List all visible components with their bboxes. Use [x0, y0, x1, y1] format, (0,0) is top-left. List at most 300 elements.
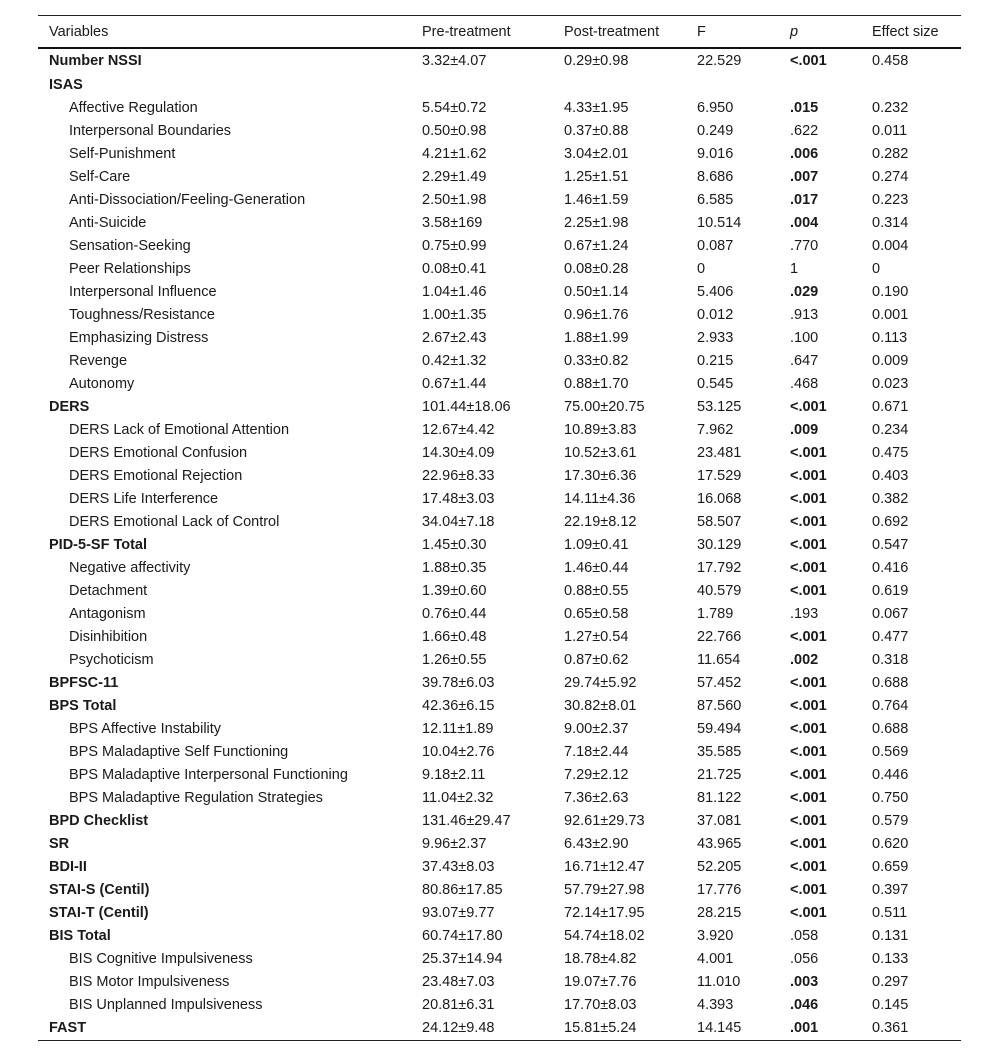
cell-pre-treatment: 0.50±0.98 — [422, 122, 487, 139]
cell-effect-size: 0.009 — [872, 352, 909, 369]
cell-p-value: .009 — [790, 421, 819, 438]
cell-f: 0.249 — [697, 122, 734, 139]
cell-effect-size: 0.190 — [872, 283, 909, 300]
table-row — [38, 694, 961, 717]
cell-f: 7.962 — [697, 421, 734, 438]
cell-effect-size: 0.475 — [872, 444, 909, 461]
table-row — [38, 326, 961, 349]
cell-p-value: .007 — [790, 168, 819, 185]
cell-f: 8.686 — [697, 168, 734, 185]
cell-variable: BIS Total — [49, 927, 111, 944]
cell-pre-treatment: 4.21±1.62 — [422, 145, 487, 162]
cell-f: 17.792 — [697, 559, 742, 576]
cell-post-treatment: 7.29±2.12 — [564, 766, 629, 783]
cell-pre-treatment: 14.30±4.09 — [422, 444, 495, 461]
cell-variable: ISAS — [49, 76, 83, 93]
cell-f: 1.789 — [697, 605, 734, 622]
cell-p-value: <.001 — [790, 697, 827, 714]
cell-post-treatment: 3.04±2.01 — [564, 145, 629, 162]
cell-f: 4.001 — [697, 950, 734, 967]
cell-variable: Detachment — [69, 582, 148, 599]
cell-post-treatment: 4.33±1.95 — [564, 99, 629, 116]
cell-effect-size: 0.547 — [872, 536, 909, 553]
cell-effect-size: 0.011 — [872, 122, 908, 139]
cell-f: 87.560 — [697, 697, 742, 714]
cell-post-treatment: 30.82±8.01 — [564, 697, 637, 714]
header-f: F — [697, 23, 706, 40]
cell-f: 10.514 — [697, 214, 742, 231]
cell-p-value: <.001 — [790, 628, 827, 645]
cell-variable: DERS Emotional Rejection — [69, 467, 243, 484]
cell-p-value: <.001 — [790, 789, 827, 806]
table-row — [38, 303, 961, 326]
cell-f: 59.494 — [697, 720, 742, 737]
table-body — [38, 48, 961, 1041]
cell-effect-size: 0.067 — [872, 605, 909, 622]
cell-effect-size: 0.569 — [872, 743, 909, 760]
cell-pre-treatment: 80.86±17.85 — [422, 881, 503, 898]
table-row — [38, 648, 961, 671]
table-row — [38, 395, 961, 418]
cell-p-value: <.001 — [790, 812, 827, 829]
table-row — [38, 73, 961, 96]
cell-effect-size — [861, 73, 961, 96]
cell-post-treatment: 6.43±2.90 — [564, 835, 629, 852]
cell-p-value: <.001 — [790, 720, 827, 737]
table-row — [38, 786, 961, 809]
cell-p-value: <.001 — [790, 513, 827, 530]
cell-post-treatment: 29.74±5.92 — [564, 674, 637, 691]
cell-variable: Antagonism — [69, 605, 146, 622]
cell-effect-size: 0.692 — [872, 513, 909, 530]
cell-f: 11.010 — [697, 973, 741, 990]
cell-pre-treatment: 0.08±0.41 — [422, 260, 487, 277]
cell-pre-treatment: 34.04±7.18 — [422, 513, 495, 530]
cell-pre-treatment: 22.96±8.33 — [422, 467, 495, 484]
cell-p-value: .046 — [790, 996, 819, 1013]
cell-p-value: <.001 — [790, 490, 827, 507]
cell-effect-size: 0.145 — [872, 996, 909, 1013]
table-row — [38, 579, 961, 602]
cell-variable: Disinhibition — [69, 628, 148, 645]
cell-pre-treatment: 1.45±0.30 — [422, 536, 487, 553]
cell-post-treatment: 72.14±17.95 — [564, 904, 645, 921]
cell-post-treatment: 0.96±1.76 — [564, 306, 629, 323]
cell-pre-treatment: 1.88±0.35 — [422, 559, 487, 576]
cell-effect-size: 0.318 — [872, 651, 909, 668]
table-row — [38, 211, 961, 234]
cell-p-value: .770 — [790, 237, 819, 254]
cell-variable: Self-Punishment — [69, 145, 176, 162]
cell-p-value: <.001 — [790, 766, 827, 783]
cell-pre-treatment: 3.32±4.07 — [422, 53, 487, 69]
cell-pre-treatment: 1.26±0.55 — [422, 651, 487, 668]
cell-f: 2.933 — [697, 329, 734, 346]
cell-effect-size: 0.361 — [872, 1020, 909, 1036]
cell-variable: Revenge — [69, 352, 128, 369]
cell-variable: BPS Maladaptive Regulation Strategies — [69, 789, 323, 806]
cell-p-value: .029 — [790, 283, 819, 300]
cell-f: 5.406 — [697, 283, 734, 300]
cell-variable: BIS Unplanned Impulsiveness — [69, 996, 263, 1013]
cell-effect-size: 0.223 — [872, 191, 909, 208]
table-row — [38, 763, 961, 786]
table-row — [38, 832, 961, 855]
cell-post-treatment: 0.37±0.88 — [564, 122, 629, 139]
cell-p-value: <.001 — [790, 674, 827, 691]
cell-pre-treatment: 1.39±0.60 — [422, 582, 487, 599]
cell-pre-treatment: 10.04±2.76 — [422, 743, 495, 760]
table-row — [38, 602, 961, 625]
cell-variable: Number NSSI — [49, 53, 142, 69]
cell-f: 30.129 — [697, 536, 742, 553]
cell-variable: BPD Checklist — [49, 812, 149, 829]
cell-pre-treatment: 1.04±1.46 — [422, 283, 487, 300]
cell-effect-size: 0.232 — [872, 99, 909, 116]
cell-effect-size: 0.477 — [872, 628, 909, 645]
cell-f: 37.081 — [697, 812, 742, 829]
cell-p-value: <.001 — [790, 858, 827, 875]
cell-post-treatment — [553, 73, 686, 96]
cell-post-treatment: 0.88±0.55 — [564, 582, 629, 599]
cell-p-value: <.001 — [790, 559, 827, 576]
cell-post-treatment: 10.89±3.83 — [564, 421, 637, 438]
cell-variable: BIS Cognitive Impulsiveness — [69, 950, 253, 967]
table-row — [38, 441, 961, 464]
cell-f: 17.776 — [697, 881, 742, 898]
cell-f: 0.215 — [697, 352, 734, 369]
cell-post-treatment: 54.74±18.02 — [564, 927, 645, 944]
cell-post-treatment: 0.67±1.24 — [564, 237, 629, 254]
cell-variable: DERS — [49, 398, 90, 415]
table-row — [38, 878, 961, 901]
cell-f: 52.205 — [697, 858, 742, 875]
cell-variable: Self-Care — [69, 168, 131, 185]
cell-f: 11.654 — [697, 651, 741, 668]
table-row — [38, 257, 961, 280]
table-row — [38, 717, 961, 740]
header-pre-treatment: Pre-treatment — [422, 23, 511, 40]
cell-f: 0.012 — [697, 306, 734, 323]
cell-effect-size: 0.764 — [872, 697, 909, 714]
cell-effect-size: 0.113 — [872, 329, 908, 346]
cell-f: 28.215 — [697, 904, 742, 921]
cell-pre-treatment: 0.67±1.44 — [422, 375, 487, 392]
cell-pre-treatment: 2.29±1.49 — [422, 168, 487, 185]
cell-pre-treatment: 17.48±3.03 — [422, 490, 495, 507]
cell-pre-treatment: 9.96±2.37 — [422, 835, 487, 852]
cell-pre-treatment: 25.37±14.94 — [422, 950, 503, 967]
table-row — [38, 740, 961, 763]
cell-variable: Affective Regulation — [69, 99, 198, 116]
cell-p-value: <.001 — [790, 582, 827, 599]
cell-p-value: .006 — [790, 145, 819, 162]
cell-post-treatment: 0.50±1.14 — [564, 283, 629, 300]
cell-pre-treatment: 5.54±0.72 — [422, 99, 487, 116]
table-row — [38, 349, 961, 372]
cell-pre-treatment: 0.42±1.32 — [422, 352, 487, 369]
table-row — [38, 165, 961, 188]
cell-p-value: <.001 — [790, 536, 827, 553]
cell-pre-treatment: 9.18±2.11 — [422, 766, 486, 783]
cell-pre-treatment — [411, 73, 553, 96]
cell-effect-size: 0.297 — [872, 973, 909, 990]
cell-effect-size: 0.458 — [872, 53, 909, 69]
cell-effect-size: 0.579 — [872, 812, 909, 829]
cell-f: 58.507 — [697, 513, 742, 530]
table-row — [38, 464, 961, 487]
table-row — [38, 280, 961, 303]
table-row — [38, 418, 961, 441]
cell-effect-size: 0.001 — [872, 306, 909, 323]
cell-p-value: 1 — [790, 260, 799, 277]
cell-variable: Peer Relationships — [69, 260, 191, 277]
cell-p-value: .468 — [790, 375, 819, 392]
cell-f: 23.481 — [697, 444, 742, 461]
cell-effect-size: 0.659 — [872, 858, 909, 875]
cell-p-value: .058 — [790, 927, 819, 944]
header-row — [38, 16, 961, 49]
table-row — [38, 970, 961, 993]
cell-pre-treatment: 101.44±18.06 — [422, 398, 511, 415]
cell-p-value: <.001 — [790, 835, 827, 852]
cell-post-treatment: 7.18±2.44 — [564, 743, 629, 760]
cell-p-value: .622 — [790, 122, 819, 139]
table-row — [38, 234, 961, 257]
cell-effect-size: 0.382 — [872, 490, 909, 507]
cell-variable: STAI-S (Centil) — [49, 881, 150, 898]
cell-post-treatment: 0.88±1.70 — [564, 375, 629, 392]
cell-p-value: .015 — [790, 99, 819, 116]
cell-p-value: .017 — [790, 191, 819, 208]
cell-post-treatment: 17.30±6.36 — [564, 467, 637, 484]
cell-p-value: .647 — [790, 352, 819, 369]
cell-effect-size: 0.620 — [872, 835, 909, 852]
cell-f: 6.585 — [697, 191, 734, 208]
cell-f: 3.920 — [697, 927, 734, 944]
cell-p-value: <.001 — [790, 53, 827, 69]
cell-pre-treatment: 131.46±29.47 — [422, 812, 511, 829]
cell-p-value — [779, 73, 861, 96]
cell-effect-size: 0.133 — [872, 950, 909, 967]
header-effect-size: Effect size — [872, 23, 939, 40]
cell-p-value: <.001 — [790, 444, 827, 461]
table-row — [38, 924, 961, 947]
cell-p-value: <.001 — [790, 904, 827, 921]
cell-post-treatment: 1.09±0.41 — [564, 536, 629, 553]
cell-effect-size: 0.234 — [872, 421, 909, 438]
cell-post-treatment: 9.00±2.37 — [564, 720, 629, 737]
cell-effect-size: 0.314 — [872, 214, 909, 231]
table-row — [38, 855, 961, 878]
cell-p-value: .193 — [790, 605, 819, 622]
cell-p-value: .004 — [790, 214, 819, 231]
cell-pre-treatment: 12.67±4.42 — [422, 421, 495, 438]
cell-variable: BPS Affective Instability — [69, 720, 222, 737]
cell-variable: BPS Total — [49, 697, 117, 714]
cell-pre-treatment: 93.07±9.77 — [422, 904, 495, 921]
cell-p-value: .056 — [790, 950, 819, 967]
cell-post-treatment: 57.79±27.98 — [564, 881, 645, 898]
cell-p-value: .003 — [790, 973, 819, 990]
cell-variable: Interpersonal Influence — [69, 283, 217, 300]
table-row — [38, 671, 961, 694]
cell-variable: Autonomy — [69, 375, 135, 392]
cell-effect-size: 0.131 — [872, 927, 909, 944]
table-row — [38, 809, 961, 832]
cell-p-value: .913 — [790, 306, 819, 323]
cell-post-treatment: 2.25±1.98 — [564, 214, 629, 231]
table-row — [38, 48, 961, 73]
cell-post-treatment: 0.87±0.62 — [564, 651, 629, 668]
cell-variable: BPS Maladaptive Interpersonal Functioning — [69, 766, 348, 783]
cell-variable: Sensation-Seeking — [69, 237, 191, 254]
header-variables: Variables — [49, 23, 109, 40]
header-p: p — [790, 23, 799, 40]
cell-variable: Psychoticism — [69, 651, 154, 668]
cell-effect-size: 0.004 — [872, 237, 909, 254]
results-table-container — [38, 15, 961, 1041]
cell-pre-treatment: 24.12±9.48 — [422, 1020, 495, 1036]
cell-f: 22.766 — [697, 628, 742, 645]
table-row — [38, 188, 961, 211]
cell-pre-treatment: 2.50±1.98 — [422, 191, 487, 208]
cell-variable: BPS Maladaptive Self Functioning — [69, 743, 289, 760]
cell-variable: Anti-Dissociation/Feeling-Generation — [69, 191, 306, 208]
cell-pre-treatment: 1.66±0.48 — [422, 628, 487, 645]
cell-effect-size: 0.688 — [872, 720, 909, 737]
table-row — [38, 510, 961, 533]
table-row — [38, 625, 961, 648]
cell-effect-size: 0.416 — [872, 559, 909, 576]
cell-effect-size: 0.511 — [872, 904, 908, 921]
cell-variable: BIS Motor Impulsiveness — [69, 973, 230, 990]
cell-f: 6.950 — [697, 99, 734, 116]
table-row — [38, 901, 961, 924]
table-row — [38, 1016, 961, 1041]
cell-post-treatment: 0.33±0.82 — [564, 352, 629, 369]
cell-effect-size: 0.671 — [872, 398, 909, 415]
cell-f — [686, 73, 779, 96]
cell-variable: Emphasizing Distress — [69, 329, 209, 346]
cell-f: 4.393 — [697, 996, 734, 1013]
cell-pre-treatment: 12.11±1.89 — [422, 720, 494, 737]
table-row — [38, 487, 961, 510]
cell-variable: SR — [49, 835, 70, 852]
cell-f: 16.068 — [697, 490, 742, 507]
table-row — [38, 947, 961, 970]
cell-p-value: <.001 — [790, 467, 827, 484]
cell-variable: DERS Emotional Confusion — [69, 444, 248, 461]
cell-p-value: <.001 — [790, 881, 827, 898]
cell-f: 21.725 — [697, 766, 742, 783]
cell-variable: STAI-T (Centil) — [49, 904, 149, 921]
cell-pre-treatment: 60.74±17.80 — [422, 927, 503, 944]
cell-variable: FAST — [49, 1020, 87, 1036]
cell-post-treatment: 18.78±4.82 — [564, 950, 637, 967]
table-row — [38, 556, 961, 579]
cell-f: 43.965 — [697, 835, 742, 852]
table-header — [38, 16, 961, 49]
header-post-treatment: Post-treatment — [564, 23, 660, 40]
cell-effect-size: 0 — [872, 260, 881, 277]
cell-f: 57.452 — [697, 674, 742, 691]
cell-pre-treatment: 20.81±6.31 — [422, 996, 495, 1013]
cell-variable: PID-5-SF Total — [49, 536, 148, 553]
cell-effect-size: 0.446 — [872, 766, 909, 783]
cell-p-value: .001 — [790, 1020, 819, 1036]
cell-post-treatment: 75.00±20.75 — [564, 398, 645, 415]
cell-effect-size: 0.023 — [872, 375, 909, 392]
cell-variable: DERS Life Interference — [69, 490, 219, 507]
cell-f: 40.579 — [697, 582, 742, 599]
cell-pre-treatment: 0.75±0.99 — [422, 237, 487, 254]
table-row — [38, 119, 961, 142]
cell-effect-size: 0.688 — [872, 674, 909, 691]
cell-variable: Anti-Suicide — [69, 214, 147, 231]
cell-variable: DERS Lack of Emotional Attention — [69, 421, 290, 438]
cell-f: 22.529 — [697, 53, 742, 69]
cell-p-value: <.001 — [790, 743, 827, 760]
cell-post-treatment: 14.11±4.36 — [564, 490, 636, 507]
cell-post-treatment: 16.71±12.47 — [564, 858, 645, 875]
cell-effect-size: 0.403 — [872, 467, 909, 484]
cell-post-treatment: 0.29±0.98 — [564, 53, 629, 69]
cell-variable: BDI-II — [49, 858, 87, 875]
table-row — [38, 142, 961, 165]
table-row — [38, 533, 961, 556]
cell-post-treatment: 92.61±29.73 — [564, 812, 645, 829]
cell-variable: Negative affectivity — [69, 559, 191, 576]
pre-post-treatment-table — [38, 15, 961, 1041]
cell-post-treatment: 10.52±3.61 — [564, 444, 637, 461]
cell-f: 0.087 — [697, 237, 734, 254]
cell-f: 0.545 — [697, 375, 734, 392]
cell-pre-treatment: 42.36±6.15 — [422, 697, 495, 714]
cell-variable: Interpersonal Boundaries — [69, 122, 232, 139]
cell-post-treatment: 1.46±0.44 — [564, 559, 629, 576]
cell-pre-treatment: 23.48±7.03 — [422, 973, 495, 990]
cell-post-treatment: 7.36±2.63 — [564, 789, 629, 806]
cell-f: 17.529 — [697, 467, 742, 484]
cell-post-treatment: 0.08±0.28 — [564, 260, 629, 277]
cell-f: 9.016 — [697, 145, 734, 162]
cell-variable: BPFSC-11 — [49, 674, 119, 691]
cell-f: 81.122 — [697, 789, 742, 806]
cell-pre-treatment: 1.00±1.35 — [422, 306, 487, 323]
cell-pre-treatment: 2.67±2.43 — [422, 329, 487, 346]
table-row — [38, 96, 961, 119]
cell-f: 53.125 — [697, 398, 742, 415]
cell-effect-size: 0.282 — [872, 145, 909, 162]
cell-post-treatment: 22.19±8.12 — [564, 513, 637, 530]
cell-f: 14.145 — [697, 1020, 742, 1036]
cell-effect-size: 0.619 — [872, 582, 909, 599]
cell-post-treatment: 1.25±1.51 — [564, 168, 629, 185]
cell-p-value: .002 — [790, 651, 819, 668]
cell-post-treatment: 17.70±8.03 — [564, 996, 637, 1013]
cell-post-treatment: 15.81±5.24 — [564, 1020, 637, 1036]
cell-post-treatment: 19.07±7.76 — [564, 973, 637, 990]
cell-p-value: .100 — [790, 329, 819, 346]
cell-effect-size: 0.397 — [872, 881, 909, 898]
cell-effect-size: 0.750 — [872, 789, 909, 806]
table-row — [38, 993, 961, 1016]
cell-variable: Toughness/Resistance — [69, 306, 215, 323]
cell-pre-treatment: 39.78±6.03 — [422, 674, 495, 691]
cell-pre-treatment: 37.43±8.03 — [422, 858, 495, 875]
cell-pre-treatment: 3.58±169 — [422, 214, 483, 231]
